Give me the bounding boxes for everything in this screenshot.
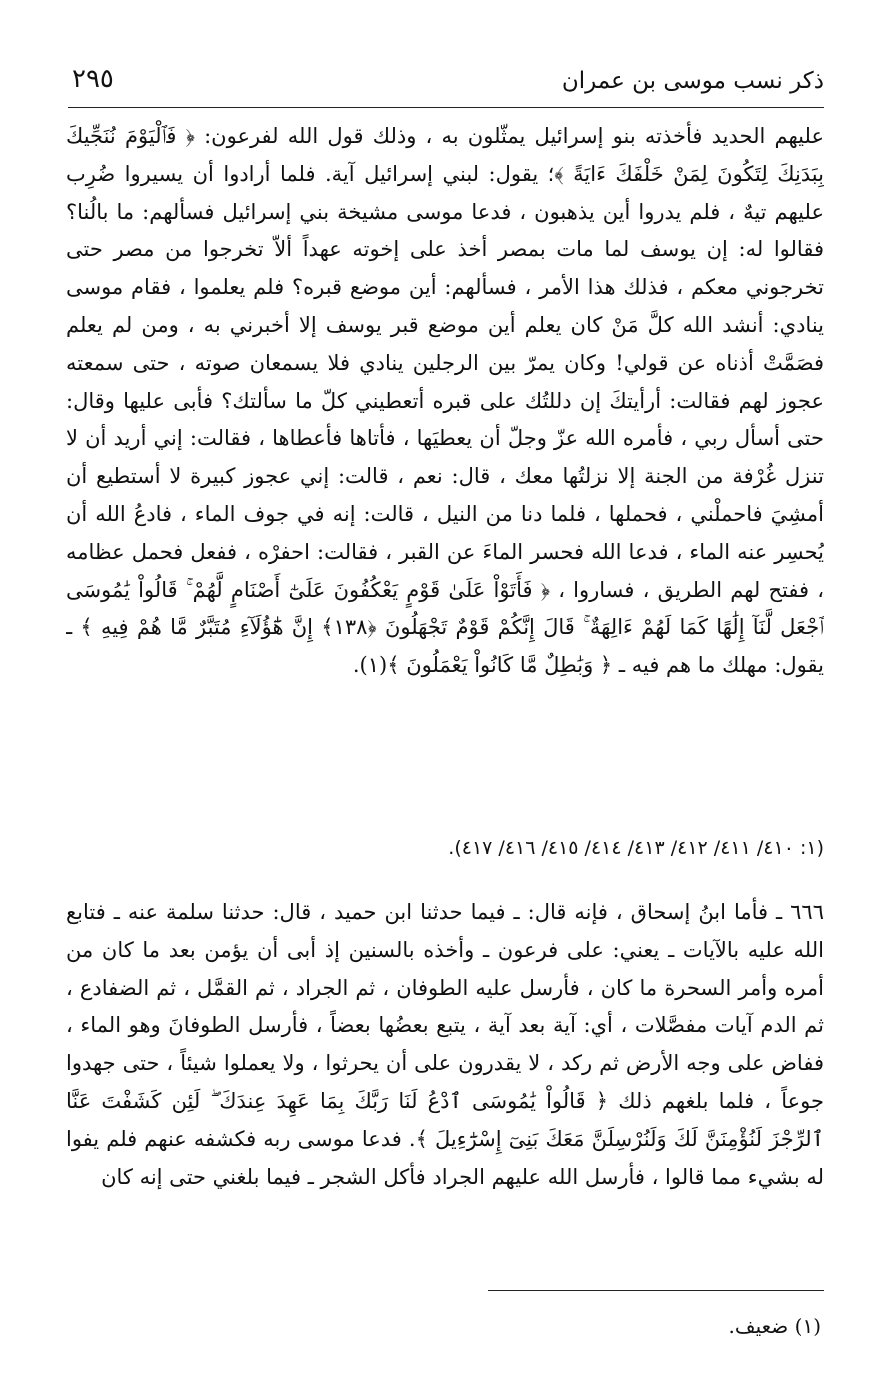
paragraph-1: عليهم الحديد فأخذته بنو إسرائيل يمثّلون به ، وذلك قول الله لفرعون: ﴿ فَٱلْيَوْمَ نُنَجِّيكَ بِبَدَنِكَ لِتَكُونَ لِمَنْ خَلْفَكَ ءَايَةً ﴾؛ يقول: لبني إسرائيل آية. فلما أرادوا أن يسيروا ضُرِب عليهم تيهٌ ، فلم يدروا أين يذهبون ، فدعا موسى مشيخة بني إسرائيل فسألهم: ما بالُنا؟ فقالوا له: إن يوسف لما مات بمصر أخذ على إخوته عهداً ألاّ تخرجوا من مصر حتى تخرجوني معكم ، فذلك هذا الأمر ، فسألهم: أين موضع قبره؟ فلم يعلموا ، فقام موسى ينادي: أنشد الله كلَّ مَنْ كان يعلم أين موضع قبر يوسف إلا أخبرني به ، ومن لم يعلم فصَمَّتْ أذناه عن قولي! وكان يمرّ بين الرجلين ينادي فلا يسمعان صوته ، حتى سمعته عجوز لهم فقالت: أرأيتكَ إن دللتُك على قبره أتعطيني كلّ ما سألتك؟ فأبى عليها وقال: حتى أسأل ربي ، فأمره الله عزّ وجلّ أن يعطيَها ، فأتاها فأعطاها ، فقالت: إني أريد أن لا تنزل غُرْفة من الجنة إلا نزلتُها معك ، قال: نعم ، قالت: إني عجوز كبيرة لا أستطيع أن أمشِيَ فاحملْني ، فحملها ، فلما دنا من النيل ، قالت: إنه في جوف الماء ، فادعُ الله أن يُحسِر عنه الماء ، فدعا الله فحسر الماءَ عن القبر ، فقالت: احفرْه ، ففعل فحمل عظامه ، ففتح لهم الطريق ، فساروا ، ﴿ فَأَتَوْاْ عَلَىٰ قَوْمٍ يَعْكُفُونَ عَلَىٰٓ أَصْنَامٍ لَّهُمْ ۚ قَالُواْ يَٰمُوسَى ٱجْعَل لَّنَآ إِلَٰهًا كَمَا لَهُمْ ءَالِهَةٌ ۚ قَالَ إِنَّكُمْ قَوْمٌ تَجْهَلُونَ ﴿١٣٨﴾ إِنَّ هَٰٓؤُلَآءِ مُتَبَّرٌ مَّا هُمْ فِيهِ ﴾ ـ يقول: مهلك ما هم فيه ـ ﴿ وَبَٰطِلٌ مَّا كَانُواْ يَعْمَلُونَ ﴾(١). <box>66 124 824 678</box>
footnote-rule <box>488 1290 824 1291</box>
running-title: ذكر نسب موسى بن عمران <box>561 68 824 94</box>
page-header <box>68 62 824 106</box>
page-number: ٢٩٥ <box>72 64 114 94</box>
footnote: (١) ضعيف. <box>728 1314 821 1338</box>
header-rule <box>68 107 824 108</box>
paragraph-2: ٦٦٦ ـ فأما ابنُ إسحاق ، فإنه قال: ـ فيما حدثنا ابن حميد ، قال: حدثنا سلمة عنه ـ فتابع الله عليه بالآيات ـ يعني: على فرعون ـ وأخذه بالسنين إذ أبى أن يؤمن بعد ما كان من أمره وأمر السحرة ما كان ، فأرسل عليه الطوفان ، ثم الجراد ، ثم القمَّل ، ثم الضفادع ، ثم الدم آيات مفصَّلات ، أي: آية بعد آية ، يتبع بعضُها بعضاً ، فأرسل الطوفانَ وهو الماء ، ففاض على وجه الأرض ثم ركد ، لا يقدرون على أن يحرثوا ، ولا يعملوا شيئاً ، حتى جهدوا جوعاً ، فلما بلغهم ذلك ﴿ قَالُواْ يَٰمُوسَى ٱدْعُ لَنَا رَبَّكَ بِمَا عَهِدَ عِندَكَ ۖ لَئِن كَشَفْتَ عَنَّا ٱلرِّجْزَ لَنُؤْمِنَنَّ لَكَ وَلَنُرْسِلَنَّ مَعَكَ بَنِىٓ إِسْرَٰٓءِيلَ ﴾. فدعا موسى ربه فكشفه عنهم فلم يفوا له بشيء مما قالوا ، فأرسل الله عليهم الجراد فأكل الشجر ـ فيما بلغني حتى إنه كان <box>66 900 824 1189</box>
references-line: (١: ٤١٠/ ٤١١/ ٤١٢/ ٤١٣/ ٤١٤/ ٤١٥/ ٤١٦/ ٤١٧). <box>448 837 824 859</box>
body-text <box>66 118 824 1274</box>
